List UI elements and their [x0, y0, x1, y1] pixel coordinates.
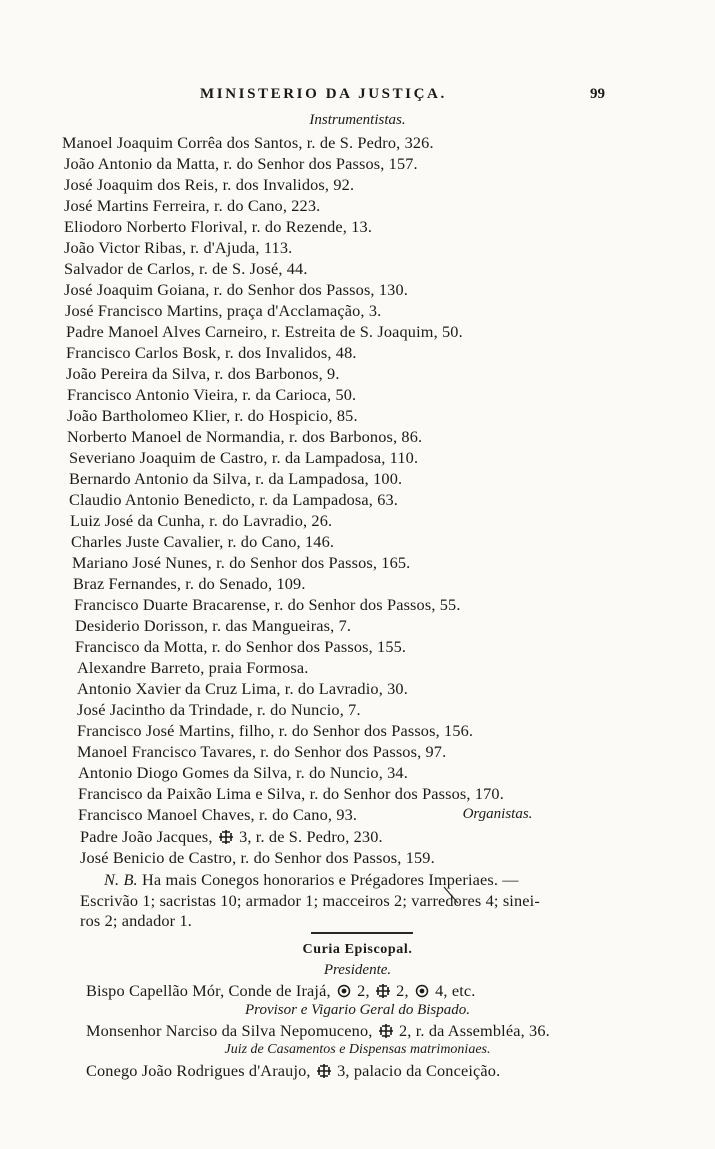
list-item: José Joaquim dos Reis, r. dos Invalidos, 92. — [64, 175, 355, 194]
list-item: Francisco Duarte Bracarense, r. do Senhor dos Passos, 55. — [74, 595, 461, 614]
entry-text: 3, r. de S. Pedro, 230. — [239, 827, 383, 846]
list-item: Norberto Manoel de Normandia, r. dos Barbonos, 86. — [67, 427, 423, 446]
list-item: Antonio Diogo Gomes da Silva, r. do Nuncio, 34. — [78, 763, 408, 782]
entry-text: Padre João Jacques, — [80, 827, 213, 846]
entry-text: 2, — [357, 981, 370, 1000]
list-item: Francisco Antonio Vieira, r. da Carioca, 50. — [67, 385, 357, 404]
entry-text: Bispo Capellão Mór, Conde de Irajá, — [86, 981, 331, 1000]
entry-text: 2, r. da Assembléa, 36. — [398, 1021, 550, 1040]
list-item: Claudio Antonio Benedicto, r. da Lampadosa, 63. — [69, 490, 399, 509]
list-item: João Bartholomeo Klier, r. do Hospicio, 85. — [67, 406, 358, 425]
subheading-presidente: Presidente. — [323, 962, 392, 978]
list-item: Charles Juste Cavalier, r. do Cano, 146. — [71, 532, 335, 551]
list-item: João Antonio da Matta, r. do Senhor dos Passos, 157. — [64, 154, 418, 173]
entry-text: 2, — [396, 981, 409, 1000]
page-number: 99 — [590, 86, 605, 102]
list-item: Alexandre Barreto, praia Formosa. — [77, 658, 309, 677]
list-item — [86, 1020, 550, 1041]
section-heading-organistas: Organistas. — [462, 806, 533, 822]
entry-text: 3, palacio da Conceição. — [337, 1061, 501, 1080]
list-item: Francisco José Martins, filho, r. do Senhor dos Passos, 156. — [77, 721, 474, 740]
subheading-juiz: Juiz de Casamentos e Dispensas matrimoniaes. — [224, 1042, 491, 1057]
list-item: Desiderio Dorisson, r. das Mangueiras, 7. — [75, 616, 352, 635]
note-line: ros 2; andador 1. — [80, 911, 192, 930]
order-cross-icon — [376, 984, 390, 998]
order-medal-icon — [415, 984, 429, 998]
list-item — [86, 980, 476, 1001]
entry-text: 4, etc. — [435, 981, 476, 1000]
list-item: Antonio Xavier da Cruz Lima, r. do Lavradio, 30. — [77, 679, 408, 698]
list-item: Manoel Francisco Tavares, r. do Senhor dos Passos, 97. — [77, 742, 447, 761]
note-label: N. B. — [104, 870, 138, 889]
order-cross-icon — [219, 830, 233, 844]
note-line: Escrivão 1; sacristas 10; armador 1; macceiros 2; varredores 4; sinei- — [80, 891, 540, 910]
running-header — [0, 86, 715, 108]
section-divider — [311, 932, 413, 934]
list-item: Eliodoro Norberto Florival, r. do Rezende, 13. — [64, 217, 373, 236]
list-item: José Jacintho da Trindade, r. do Nuncio, 7. — [77, 700, 361, 719]
order-medal-icon — [337, 984, 351, 998]
list-item: José Martins Ferreira, r. do Cano, 223. — [64, 196, 321, 215]
list-item: Francisco Carlos Bosk, r. dos Invalidos, 48. — [66, 343, 357, 362]
list-item — [86, 1060, 500, 1081]
order-cross-icon — [317, 1064, 331, 1078]
list-item: José Benicio de Castro, r. do Senhor dos Passos, 159. — [80, 848, 435, 867]
list-item: Bernardo Antonio da Silva, r. da Lampadosa, 100. — [69, 469, 403, 488]
list-item: Luiz José da Cunha, r. do Lavradio, 26. — [70, 511, 333, 530]
pen-stroke-mark — [442, 885, 460, 905]
section-heading-instrumentistas: Instrumentistas. — [309, 112, 406, 128]
entry-text: Monsenhor Narciso da Silva Nepomuceno, — [86, 1021, 373, 1040]
subheading-provisor: Provisor e Vigario Geral do Bispado. — [245, 1002, 470, 1018]
list-item: Braz Fernandes, r. do Senado, 109. — [73, 574, 306, 593]
list-item: Salvador de Carlos, r. de S. José, 44. — [64, 259, 308, 278]
entry-text: Conego João Rodrigues d'Araujo, — [86, 1061, 311, 1080]
list-item: José Joaquim Goiana, r. do Senhor dos Passos, 130. — [64, 280, 408, 299]
section-heading-curia: Curia Episcopal. — [302, 942, 413, 957]
order-cross-icon — [379, 1024, 393, 1038]
list-item: Manoel Joaquim Corrêa dos Santos, r. de S. Pedro, 326. — [62, 133, 434, 152]
list-item: Francisco Manoel Chaves, r. do Cano, 93. — [78, 805, 358, 824]
list-item: José Francisco Martins, praça d'Acclamação, 3. — [65, 301, 382, 320]
list-item: Mariano José Nunes, r. do Senhor dos Passos, 165. — [72, 553, 411, 572]
list-item: Severiano Joaquim de Castro, r. da Lampadosa, 110. — [69, 448, 419, 467]
list-item: Francisco da Paixão Lima e Silva, r. do Senhor dos Passos, 170. — [78, 784, 504, 803]
list-item: Francisco da Motta, r. do Senhor dos Passos, 155. — [75, 637, 407, 656]
list-item: João Pereira da Silva, r. dos Barbonos, 9. — [66, 364, 340, 383]
page-title: MINISTERIO DA JUSTIÇA. — [200, 86, 447, 102]
note-text: Ha mais Conegos honorarios e Prégadores Imperiaes. — — [142, 870, 519, 889]
list-item: João Victor Ribas, r. d'Ajuda, 113. — [64, 238, 293, 257]
list-item — [80, 826, 383, 847]
list-item: Padre Manoel Alves Carneiro, r. Estreita de S. Joaquim, 50. — [66, 322, 463, 341]
